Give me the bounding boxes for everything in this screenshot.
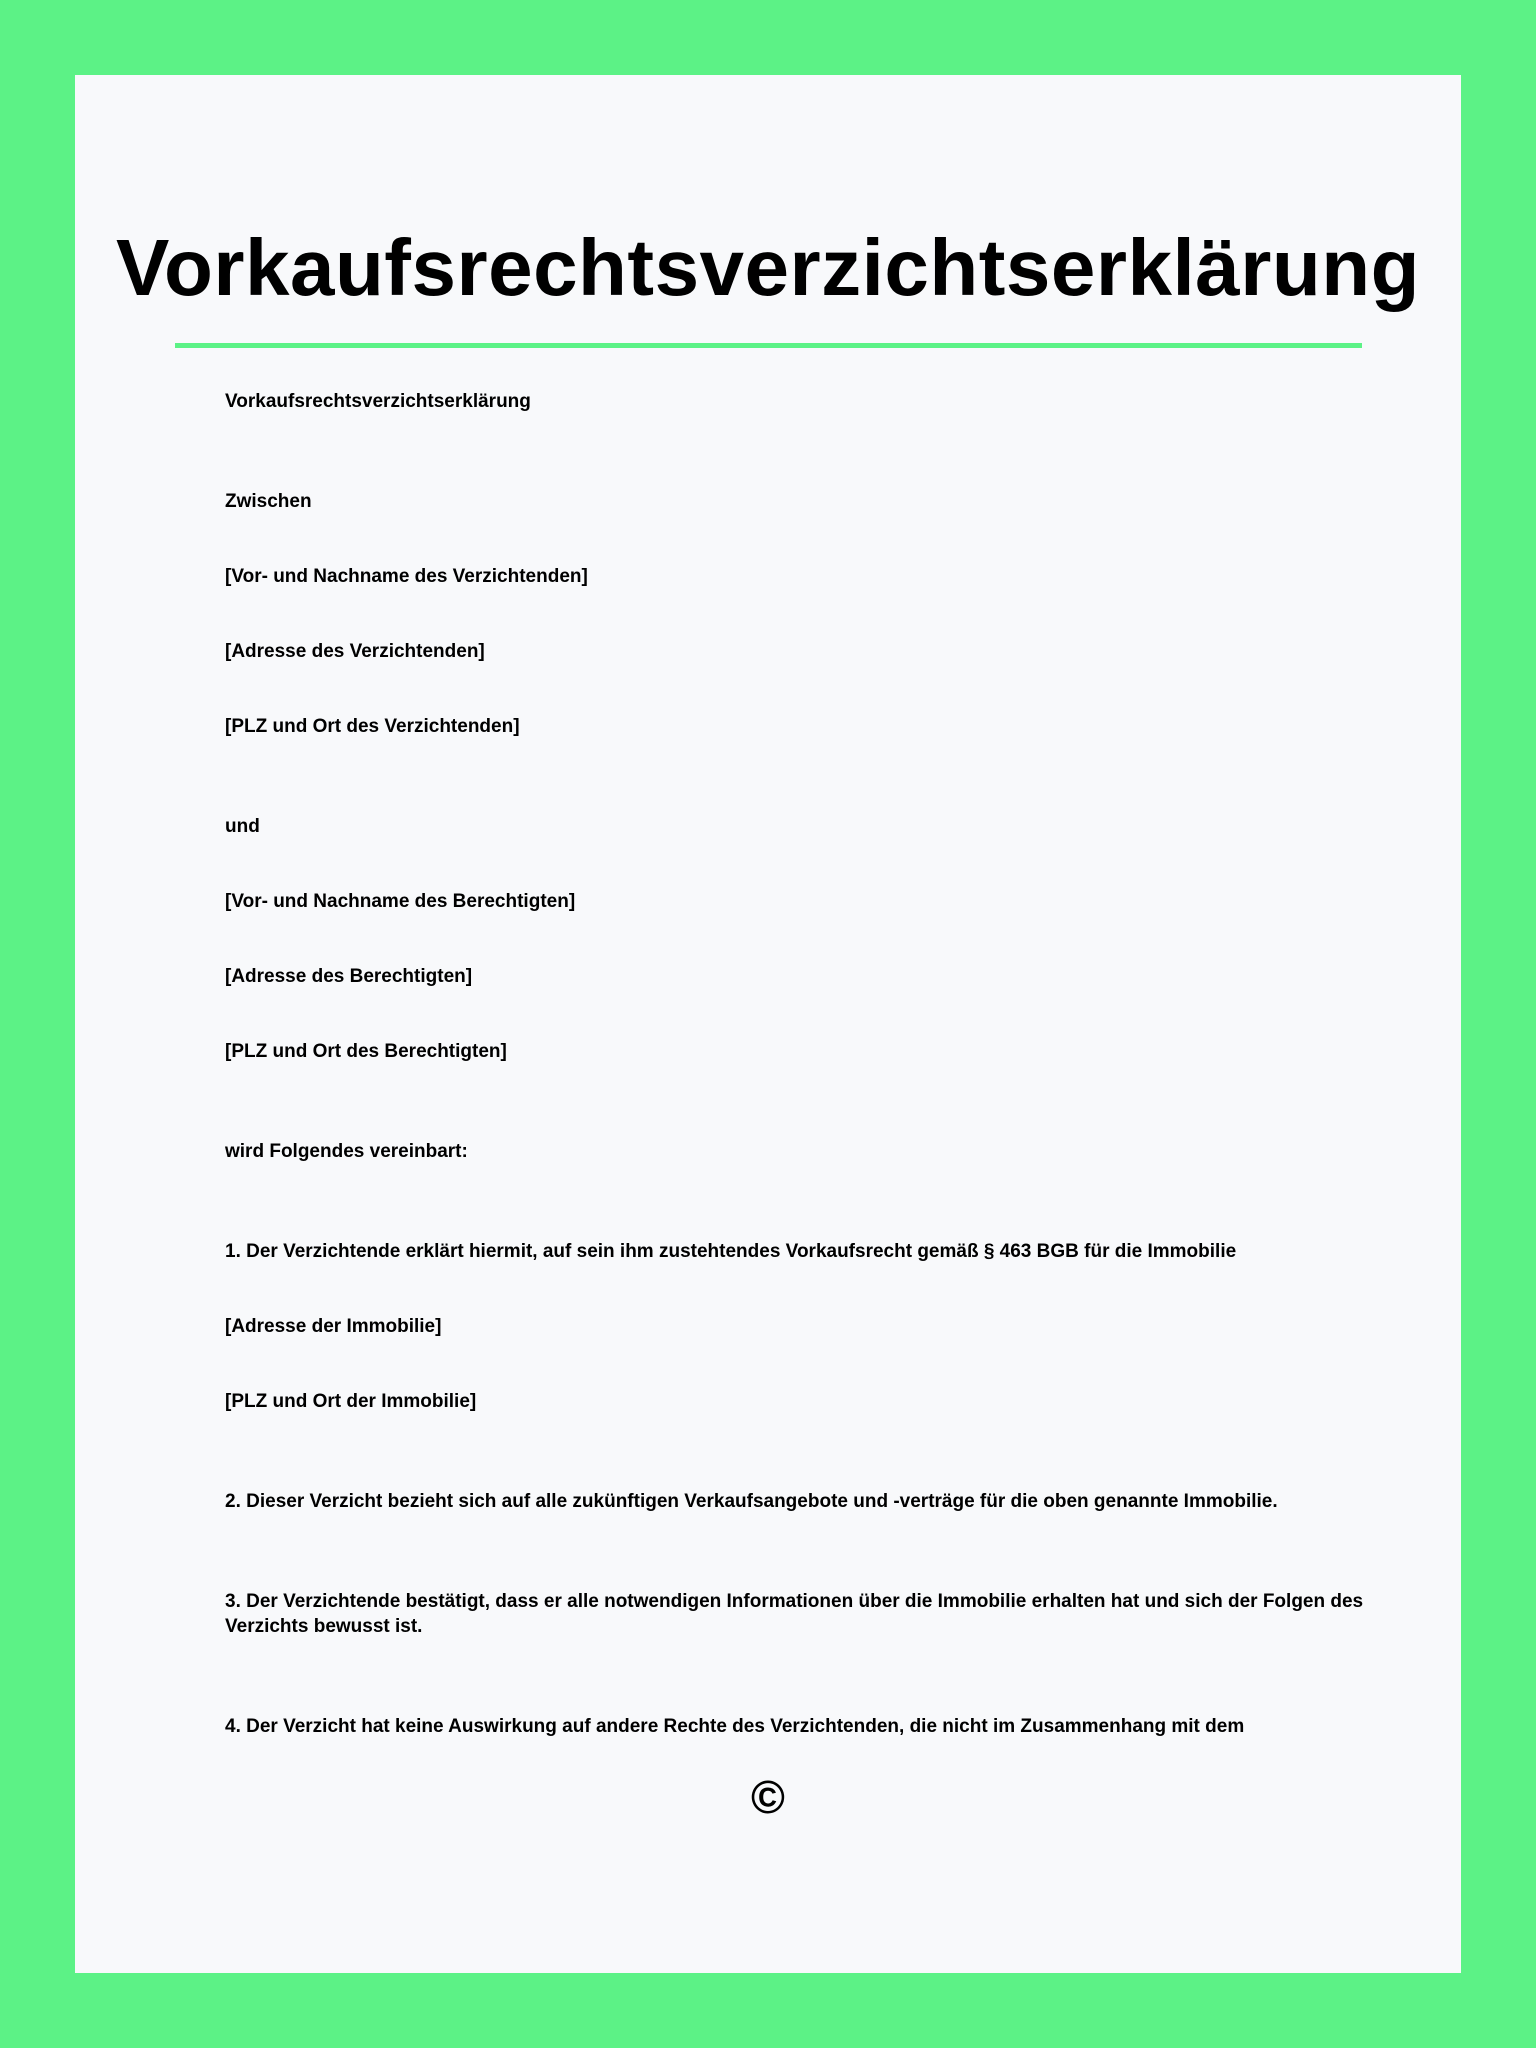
party-intro: Zwischen (225, 491, 312, 512)
document-page (75, 75, 1461, 1973)
beneficiary-address: [Adresse des Berechtigten] (225, 966, 473, 987)
beneficiary-name: [Vor- und Nachname des Berechtigten] (225, 891, 576, 912)
clause-3: 3. Der Verzichtende bestätigt, dass er alle notwendigen Informationen über die Immobilie erhalten hat und sich der Folgen des Verzichts bewusst ist. (225, 1591, 1369, 1637)
property-address: [Adresse der Immobilie] (225, 1316, 442, 1337)
title-divider (175, 343, 1362, 348)
document-title: Vorkaufsrechtsverzichtserklärung (116, 223, 1420, 312)
clause-2: 2. Dieser Verzicht bezieht sich auf alle zukünftigen Verkaufsangebote und -verträge für die oben genannte Immobilie. (225, 1491, 1278, 1512)
agreement-intro: wird Folgendes vereinbart: (225, 1141, 468, 1162)
property-city: [PLZ und Ort der Immobilie] (225, 1391, 477, 1412)
waiver-party-address: [Adresse des Verzichtenden] (225, 641, 485, 662)
body-heading: Vorkaufsrechtsverzichtserklärung (225, 391, 531, 412)
waiver-party-name: [Vor- und Nachname des Verzichtenden] (225, 566, 588, 587)
waiver-party-city: [PLZ und Ort des Verzichtenden] (225, 716, 520, 737)
clause-4: 4. Der Verzicht hat keine Auswirkung auf andere Rechte des Verzichtenden, die nicht im Zusammenhang mit dem (225, 1716, 1245, 1737)
beneficiary-city: [PLZ und Ort des Berechtigten] (225, 1041, 507, 1062)
copyright-icon: © (751, 1771, 785, 1823)
clause-1: 1. Der Verzichtende erklärt hiermit, auf sein ihm zustehtendes Vorkaufsrecht gemäß § 463 BGB für die Immobilie (225, 1241, 1237, 1262)
party-conjunction: und (225, 816, 260, 837)
